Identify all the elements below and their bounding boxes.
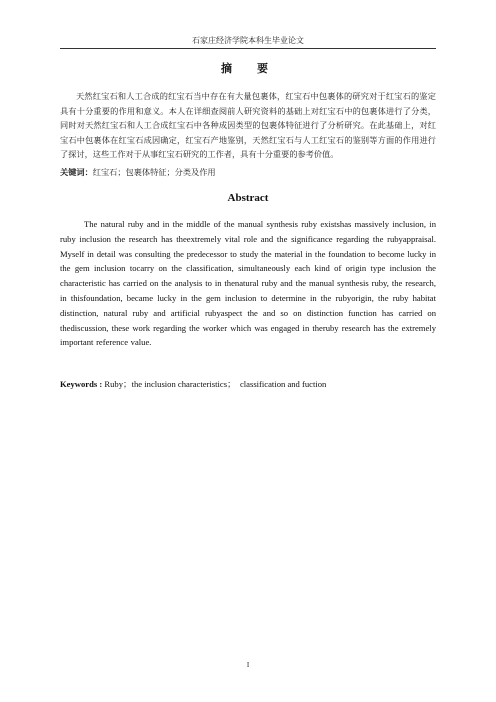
running-header: 石家庄经济学院本科生毕业论文 bbox=[192, 36, 304, 45]
page-number: I bbox=[246, 661, 250, 669]
english-abstract-title: Abstract bbox=[227, 192, 269, 204]
english-abstract-body: The natural ruby and in the middle of the manual synthesis ruby existshas massively inclusion, in ruby inclusion the research has theextremely vital role and the significance regarding the rubyappraisal. Myself in detail was consulting the predecessor to study the material in the foundation to become lucky in the gem inclusion tocarry on the classification, simultaneously each kind of origin type inclusion the characteristic has carried on the analysis to in thenatural ruby and the manual synthesis ruby, the research, in thisfoundation, became lucky in the gem inclusion to determine in the rubyorigin, the ruby habitat distinction, natural ruby and artificial rubyaspect the and so on distinction function has carried on thediscussion, these work regarding the worker which was engaged in theruby research has the extremely important reference value. bbox=[60, 219, 436, 348]
chinese-abstract-title: 摘 要 bbox=[221, 62, 275, 75]
header-rule bbox=[60, 48, 436, 49]
english-keywords bbox=[60, 377, 436, 391]
english-keywords-label: Keywords : bbox=[60, 379, 103, 389]
chinese-keywords-label: 关键词： bbox=[60, 167, 93, 177]
chinese-keywords bbox=[60, 165, 436, 179]
chinese-abstract-body: 天然红宝石和人工合成的红宝石当中存在有大量包裹体，红宝石中包裹体的研究对于红宝石的鉴定具有十分重要的作用和意义。本人在详细查阅前人研究资料的基础上对红宝石中的包裹体进行了分类，同时对天然红宝石和人工合成红宝石中各种成因类型的包裹体特征进行了分析研究。在此基础上，对红宝石中包裹体在红宝石成因确定，红宝石产地鉴别，天然红宝石与人工红宝石的鉴别等方面的作用进行了探讨，这些工作对于从事红宝石研究的工作者，具有十分重要的参考价值。 bbox=[60, 91, 436, 159]
chinese-keywords-text: 红宝石；包裹体特征；分类及作用 bbox=[92, 167, 216, 177]
english-keywords-text: Ruby；the inclusion characteristics； classification and fuction bbox=[104, 379, 327, 389]
